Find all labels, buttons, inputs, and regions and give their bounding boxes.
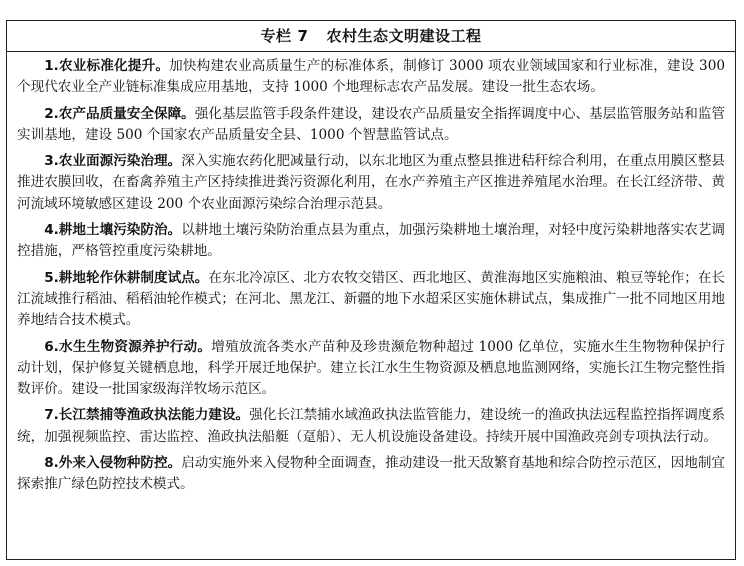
list-item — [17, 104, 725, 147]
item-body: 深入实施农药化肥减量行动，以东北地区为重点整县推进秸秆综合利用，在重点用膜区整县推进农膜回收，在畜禽养殖主产区持续推进粪污资源化利用，在水产养殖主产区推进养殖尾水治理。在长江经济带、黄河流域环境敏感区建设 200 个农业面源污染综合治理示范县。 — [17, 153, 726, 212]
list-item — [17, 268, 725, 332]
item-heading: 8.外来入侵物种防控。 — [44, 455, 182, 472]
item-heading: 2.农产品质量安全保障。 — [44, 105, 195, 122]
item-body: 增殖放流各类水产苗种及珍贵濒危物种超过 1000 亿单位，实施水生生物物种保护行动计划，保护修复关键栖息地，科学开展迁地保护。建立长江水生生物资源及栖息地监测网络，实施长江生物完整性指数评价。建设一批国家级海洋牧场示范区。 — [17, 338, 725, 398]
column-number: 7 — [297, 27, 309, 45]
item-heading: 1.农业标准化提升。 — [44, 58, 170, 74]
list-item — [17, 220, 725, 263]
item-heading: 5.耕地轮作休耕制度试点。 — [44, 269, 209, 286]
column-title — [7, 21, 735, 52]
special-column-box — [6, 20, 736, 560]
column-title-text: 农村生态文明建设工程 — [326, 27, 482, 45]
item-heading: 3.农业面源污染治理。 — [44, 153, 182, 170]
column-label: 专栏 — [260, 27, 292, 45]
item-body: 以耕地土壤污染防治重点县为重点，加强污染耕地土壤治理，对轻中度污染耕地落实农艺调控措施，严格管控重度污染耕地。 — [17, 222, 726, 260]
item-body: 启动实施外来入侵物种全面调查，推动建设一批天敌繁育基地和综合防控示范区，因地制宜探索推广绿色防控技术模式。 — [17, 455, 726, 493]
list-item — [17, 56, 725, 99]
item-heading: 7.长江禁捕等渔政执法能力建设。 — [44, 407, 250, 424]
list-item — [17, 151, 725, 215]
list-item — [17, 405, 725, 448]
item-body: 强化长江禁捕水域渔政执法监管能力，建设统一的渔政执法远程监控指挥调度系统，加强视频监控、雷达监控、渔政执法船艇（趸船）、无人机设施设备建设。持续开展中国渔政亮剑专项执法行动。 — [17, 407, 725, 445]
list-item — [17, 337, 725, 401]
item-body: 加快构建农业高质量生产的标准体系，制修订 3000 项农业领域国家和行业标准，建设 300 个现代农业全产业链标准集成应用基地，支持 1000 个地理标志农产品发展。建设一批生态农场。 — [17, 58, 725, 96]
item-body: 在东北冷凉区、北方农牧交错区、西北地区、黄淮海地区实施粮油、粮豆等轮作；在长江流域推行稻油、稻稻油轮作模式；在河北、黑龙江、新疆的地下水超采区实施休耕试点，集成推广一批不同地区用地养地结合技术模式。 — [17, 269, 726, 329]
list-item — [17, 453, 725, 496]
item-body: 强化基层监管手段条件建设，建设农产品质量安全指挥调度中心、基层监管服务站和监管实训基地，建设 500 个国家农产品质量安全县、1000 个智慧监管试点。 — [17, 105, 726, 143]
item-heading: 4.耕地土壤污染防治。 — [44, 222, 182, 239]
column-content — [7, 52, 735, 496]
item-heading: 6.水生生物资源养护行动。 — [44, 338, 212, 355]
